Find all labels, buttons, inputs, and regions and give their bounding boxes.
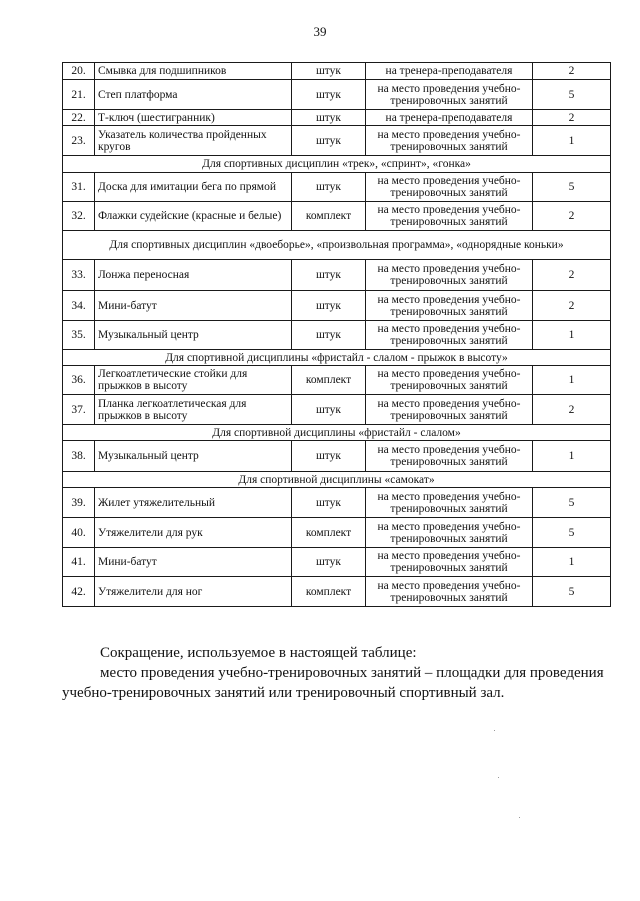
- item-number: 42.: [63, 577, 95, 607]
- item-quantity: 5: [533, 173, 611, 202]
- table-row: [63, 202, 611, 231]
- item-place: на место проведения учебно-тренировочных занятий: [366, 441, 533, 472]
- item-unit: штук: [292, 321, 366, 350]
- item-unit: комплект: [292, 366, 366, 395]
- item-unit: штук: [292, 126, 366, 156]
- table-row: [63, 577, 611, 607]
- section-heading: Для спортивной дисциплины «фристайл - слалом - прыжок в высоту»: [63, 350, 611, 366]
- item-unit: штук: [292, 488, 366, 518]
- section-heading: Для спортивной дисциплины «фристайл - слалом»: [63, 425, 611, 441]
- item-number: 37.: [63, 395, 95, 425]
- item-name: Мини-батут: [95, 548, 292, 577]
- section-heading: Для спортивных дисциплин «трек», «спринт», «гонка»: [63, 156, 611, 173]
- item-unit: штук: [292, 173, 366, 202]
- item-quantity: 5: [533, 577, 611, 607]
- item-name: Доска для имитации бега по прямой: [95, 173, 292, 202]
- item-quantity: 5: [533, 80, 611, 110]
- item-number: 23.: [63, 126, 95, 156]
- item-name: Планка легкоатлетическая для прыжков в высоту: [95, 395, 292, 425]
- item-quantity: 2: [533, 395, 611, 425]
- item-quantity: 2: [533, 202, 611, 231]
- item-number: 21.: [63, 80, 95, 110]
- item-number: 22.: [63, 110, 95, 126]
- item-quantity: 1: [533, 321, 611, 350]
- table-section-row: [63, 472, 611, 488]
- item-place: на место проведения учебно-тренировочных занятий: [366, 260, 533, 291]
- item-number: 38.: [63, 441, 95, 472]
- item-quantity: 2: [533, 260, 611, 291]
- item-place: на место проведения учебно-тренировочных занятий: [366, 577, 533, 607]
- item-place: на место проведения учебно-тренировочных занятий: [366, 291, 533, 321]
- table-row: [63, 548, 611, 577]
- item-number: 31.: [63, 173, 95, 202]
- item-number: 36.: [63, 366, 95, 395]
- item-place: на место проведения учебно-тренировочных занятий: [366, 366, 533, 395]
- item-quantity: 2: [533, 110, 611, 126]
- item-quantity: 2: [533, 63, 611, 80]
- item-name: Утяжелители для рук: [95, 518, 292, 548]
- scan-speck: [498, 777, 499, 778]
- table-row: [63, 173, 611, 202]
- item-name: Жилет утяжелительный: [95, 488, 292, 518]
- page-number: 39: [313, 24, 327, 39]
- item-number: 39.: [63, 488, 95, 518]
- item-name: Утяжелители для ног: [95, 577, 292, 607]
- item-name: Легкоатлетические стойки для прыжков в высоту: [95, 366, 292, 395]
- item-unit: комплект: [292, 518, 366, 548]
- note-body: место проведения учебно-тренировочных занятий – площадки для проведения учебно-тренировочных занятий или тренировочный спортивный зал.: [62, 665, 604, 701]
- item-name: Музыкальный центр: [95, 441, 292, 472]
- table-row: [63, 126, 611, 156]
- item-name: Указатель количества пройденных кругов: [95, 126, 292, 156]
- item-place: на место проведения учебно-тренировочных занятий: [366, 548, 533, 577]
- item-place: на место проведения учебно-тренировочных занятий: [366, 518, 533, 548]
- item-quantity: 5: [533, 518, 611, 548]
- item-unit: штук: [292, 548, 366, 577]
- item-place: на место проведения учебно-тренировочных занятий: [366, 126, 533, 156]
- item-number: 40.: [63, 518, 95, 548]
- table-section-row: [63, 231, 611, 260]
- item-quantity: 1: [533, 126, 611, 156]
- table-row: [63, 80, 611, 110]
- item-unit: комплект: [292, 577, 366, 607]
- item-number: 33.: [63, 260, 95, 291]
- item-quantity: 2: [533, 291, 611, 321]
- item-number: 32.: [63, 202, 95, 231]
- item-unit: штук: [292, 395, 366, 425]
- table-row: [63, 366, 611, 395]
- item-unit: штук: [292, 63, 366, 80]
- table-row: [63, 291, 611, 321]
- section-heading: Для спортивной дисциплины «самокат»: [63, 472, 611, 488]
- item-place: на место проведения учебно-тренировочных занятий: [366, 321, 533, 350]
- item-number: 41.: [63, 548, 95, 577]
- equipment-table: [62, 62, 611, 607]
- item-place: на место проведения учебно-тренировочных занятий: [366, 80, 533, 110]
- item-name: Степ платформа: [95, 80, 292, 110]
- table-row: [63, 260, 611, 291]
- section-heading: Для спортивных дисциплин «двоеборье», «произвольная программа», «однорядные коньки»: [63, 231, 611, 260]
- item-unit: штук: [292, 80, 366, 110]
- item-name: Смывка для подшипников: [95, 63, 292, 80]
- item-name: Мини-батут: [95, 291, 292, 321]
- item-quantity: 1: [533, 548, 611, 577]
- item-unit: штук: [292, 441, 366, 472]
- table-row: [63, 395, 611, 425]
- item-number: 34.: [63, 291, 95, 321]
- item-quantity: 5: [533, 488, 611, 518]
- scan-speck: [494, 730, 495, 731]
- table-row: [63, 518, 611, 548]
- note-title: Сокращение, используемое в настоящей таблице:: [100, 645, 417, 661]
- table-row: [63, 441, 611, 472]
- item-place: на место проведения учебно-тренировочных занятий: [366, 173, 533, 202]
- item-place: на место проведения учебно-тренировочных занятий: [366, 395, 533, 425]
- scan-speck: [519, 817, 520, 818]
- table-row: [63, 321, 611, 350]
- item-unit: штук: [292, 110, 366, 126]
- item-name: Музыкальный центр: [95, 321, 292, 350]
- item-place: на место проведения учебно-тренировочных занятий: [366, 202, 533, 231]
- item-number: 20.: [63, 63, 95, 80]
- item-quantity: 1: [533, 366, 611, 395]
- item-place: на тренера-преподавателя: [366, 63, 533, 80]
- table-section-row: [63, 156, 611, 173]
- item-name: Лонжа переносная: [95, 260, 292, 291]
- item-place: на место проведения учебно-тренировочных занятий: [366, 488, 533, 518]
- item-quantity: 1: [533, 441, 611, 472]
- table-row: [63, 488, 611, 518]
- table-section-row: [63, 350, 611, 366]
- item-place: на тренера-преподавателя: [366, 110, 533, 126]
- item-unit: штук: [292, 291, 366, 321]
- item-number: 35.: [63, 321, 95, 350]
- item-name: Т-ключ (шестигранник): [95, 110, 292, 126]
- item-unit: комплект: [292, 202, 366, 231]
- table-section-row: [63, 425, 611, 441]
- item-name: Флажки судейские (красные и белые): [95, 202, 292, 231]
- table-row: [63, 63, 611, 80]
- item-unit: штук: [292, 260, 366, 291]
- table-row: [63, 110, 611, 126]
